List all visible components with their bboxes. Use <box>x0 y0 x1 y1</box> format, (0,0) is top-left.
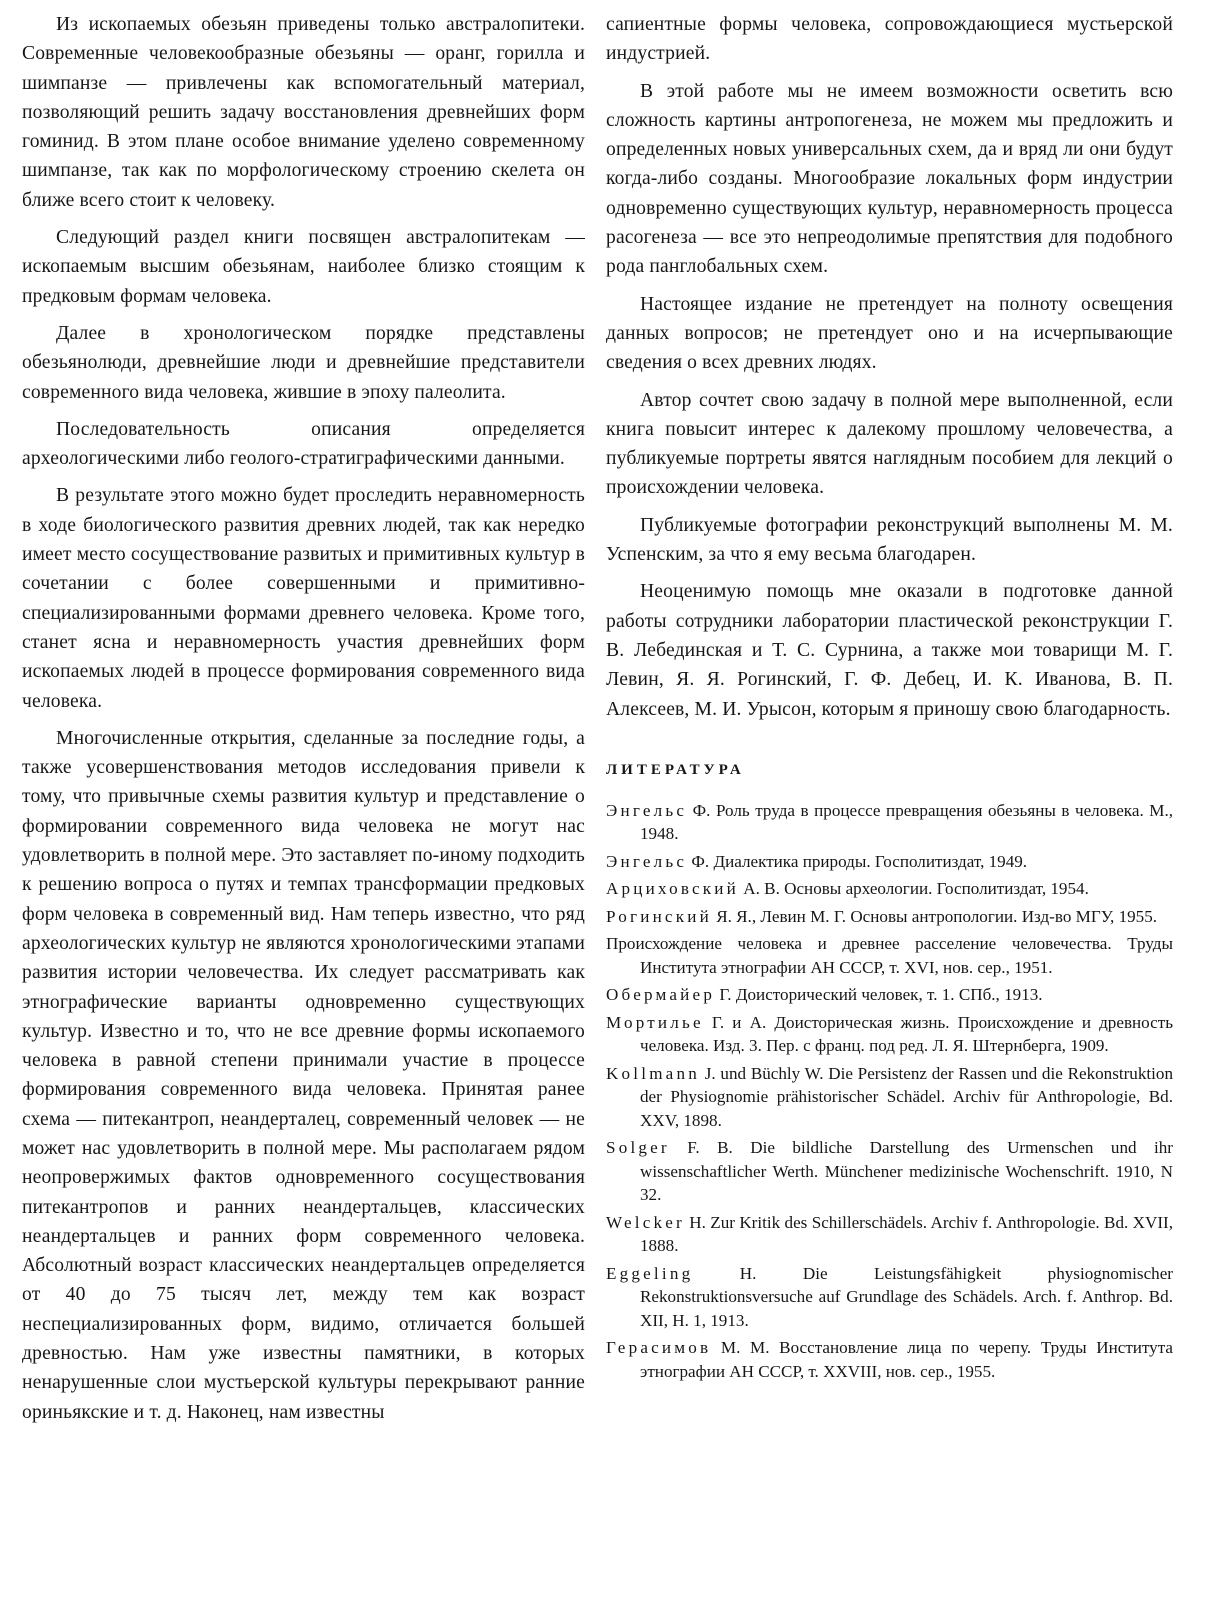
reference-author: Арциховский <box>606 879 739 899</box>
reference-item <box>606 877 1173 901</box>
reference-item <box>606 932 1173 979</box>
paragraph: Публикуемые фотографии реконструкций выполнены М. М. Успенским, за что я ему весьма благодарен. <box>606 514 1173 566</box>
paragraph: Из ископаемых обезьян приведены только австралопитеки. Современные человекообразные обезьяны — оранг, горилла и шимпанзе — привлечены как вспомогательный материал, позволяющий решить задачу восстановления древнейших форм гоминид. В этом плане особое внимание уделено современному шимпанзе, так как по морфологическому строению скелета он ближе всего стоит к человеку. <box>22 14 585 211</box>
reference-author: Kollmann <box>606 1063 700 1083</box>
reference-item <box>606 850 1173 874</box>
reference-text: H. Die Leistungsfähigkeit physiognomischer Rekonstruktionsversuche auf Grundlage des Schädels. Arch. f. Anthrop. Bd. XII, H. 1, 1913. <box>640 1263 1173 1330</box>
reference-item <box>606 1011 1173 1058</box>
right-column <box>606 10 1173 1387</box>
reference-text: F. B. Die bildliche Darstellung des Urmenschen und ihr wissenschaftlicher Werth. Münchener medizinische Wochenschrift. 1910, N 32. <box>640 1138 1173 1205</box>
reference-text: H. Zur Kritik des Schillerschädels. Archiv f. Anthropologie. Bd. XVII, 1888. <box>640 1212 1173 1256</box>
reference-text: М. М. Восстановление лица по черепу. Труды Института этнографии АН СССР, т. XXVIII, нов. сер., 1955. <box>640 1338 1173 1381</box>
reference-author: Welcker <box>606 1212 685 1232</box>
paragraph: Автор сочтет свою задачу в полной мере выполненной, если книга повысит интерес к далекому прошлому человечества, а публикуемые портреты явятся наглядным пособием для лекций о происхождении человека. <box>606 389 1173 499</box>
reference-item <box>606 1062 1173 1133</box>
paragraph: Следующий раздел книги посвящен австралопитекам — ископаемым высшим обезьянам, наиболее близко стоящим к предковым формам человека. <box>22 227 585 307</box>
reference-text: Ф. Диалектика природы. Госполитиздат, 1949. <box>687 851 1028 871</box>
reference-item <box>606 1336 1173 1383</box>
reference-text: Ф. Роль труда в процессе превращения обезьяны в человека. М., 1948. <box>640 800 1173 844</box>
paragraph: Далее в хронологическом порядке представлены обезьянолюди, древнейшие люди и древнейшие представители современного вида человека, жившие в эпоху палеолита. <box>22 322 585 403</box>
reference-author: Eggeling <box>606 1263 694 1283</box>
left-column <box>22 10 585 1435</box>
paragraph: Неоценимую помощь мне оказали в подготовке данной работы сотрудники лаборатории пластической реконструкции Г. В. Лебединская и Т. С. Сурнина, а также мои товарищи М. Г. Левин, Я. Я. Рогинский, Г. Ф. Дебец, И. К. Иванова, В. П. Алексеев, М. И. Урысон, которым я приношу свою благодарность. <box>606 581 1173 720</box>
reference-item <box>606 799 1173 846</box>
paragraph-continuation: сапиентные формы человека, сопровождающиеся мустьерской индустрией. <box>606 14 1173 65</box>
reference-author: Solger <box>606 1138 670 1158</box>
literature-heading: ЛИТЕРАТУРА <box>606 761 745 778</box>
paragraph: Настоящее издание не претендует на полноту освещения данных вопросов; не претендует оно и на исчерпывающие сведения о всех древних людях. <box>606 293 1173 374</box>
reference-list <box>606 799 1173 1384</box>
reference-author: Мортилье <box>606 1012 704 1032</box>
reference-item <box>606 1136 1173 1207</box>
reference-author: Энгельс <box>606 800 688 820</box>
reference-text: Происхождение человека и древнее расселение человечества. Труды Института этнографии АН СССР, т. XVI, нов. сер., 1951. <box>606 934 1173 977</box>
reference-item <box>606 905 1173 929</box>
reference-item <box>606 983 1173 1007</box>
reference-text: Г. Доисторический человек, т. 1. СПб., 1913. <box>715 985 1043 1005</box>
reference-text: Г. и А. Доисторическая жизнь. Происхождение и древность человека. Изд. 3. Пер. с франц. под ред. Л. Я. Штернберга, 1909. <box>640 1012 1173 1056</box>
reference-item <box>606 1262 1173 1333</box>
reference-item <box>606 1211 1173 1258</box>
paragraph: Многочисленные открытия, сделанные за последние годы, а также усовершенствования методов исследования привели к тому, что привычные схемы развития культур и представление о формировании современного вида человека не могут нас удовлетворить в полной мере. Это заставляет по-иному подходить к решению вопроса о путях и темпах трансформации предковых форм человека в современный вид. Нам теперь известно, что ряд археологических культур не являются хронологическими этапами развития истории человечества. Их следует рассматривать как этнографические варианты одновременно существующих культур. Известно и то, что не все древние формы ископаемого человека в равной степени принимали участие в процессе формирования современного вида человека. Принятая ранее схема — питекантроп, неандерталец, современный человек — не может нас удовлетворить в полной мере. Мы располагаем рядом неопровержимых фактов одновременного сосуществования питекантропов и ранних неандертальцев, классических неандертальцев и ранних форм современного человека. Абсолютный возраст классических неандертальцев определяется от 40 до 75 тысяч лет, между тем как возраст неспециализированных форм, видимо, отличается большей древностью. Нам уже известны памятники, в которых ненарушенные слои мустьерской культуры перекрывают ранние ориньякские и т. д. Наконец, нам известны <box>22 727 585 1423</box>
reference-author: Обермайер <box>606 985 716 1005</box>
paragraph: Последовательность описания определяется археологическими либо геолого-стратиграфическими данными. <box>22 418 585 470</box>
reference-author: Рогинский <box>606 906 712 926</box>
reference-text: J. und Büchly W. Die Persistenz der Rassen und die Rekonstruktion der Physiognomie prähistorischer Schädel. Archiv für Anthropologie, Bd. XXV, 1898. <box>640 1063 1173 1130</box>
paragraph: В этой работе мы не имеем возможности осветить всю сложность картины антропогенеза, не можем мы предложить и определенных новых универсальных схем, да и вряд ли они будут когда-либо созданы. Многообразие локальных форм индустрии одновременно существующих культур, неравномерность процесса расогенеза — все это непреодолимые препятствия для подобного рода панглобальных схем. <box>606 80 1173 278</box>
reference-author: Энгельс <box>606 851 688 871</box>
paragraph: В результате этого можно будет проследить неравномерность в ходе биологического развития древних людей, так как нередко имеет место сосуществование развитых и примитивных культур в сочетании с более совершенными и примитивно-специализированными формами древнего человека. Кроме того, станет ясна и неравномерность участия древнейших форм ископаемых людей в процессе формирования современного вида человека. <box>22 485 585 712</box>
reference-text: А. В. Основы археологии. Госполитиздат, 1954. <box>739 879 1089 899</box>
reference-text: Я. Я., Левин М. Г. Основы антропологии. Изд-во МГУ, 1955. <box>711 906 1158 926</box>
reference-author: Герасимов <box>606 1338 712 1358</box>
